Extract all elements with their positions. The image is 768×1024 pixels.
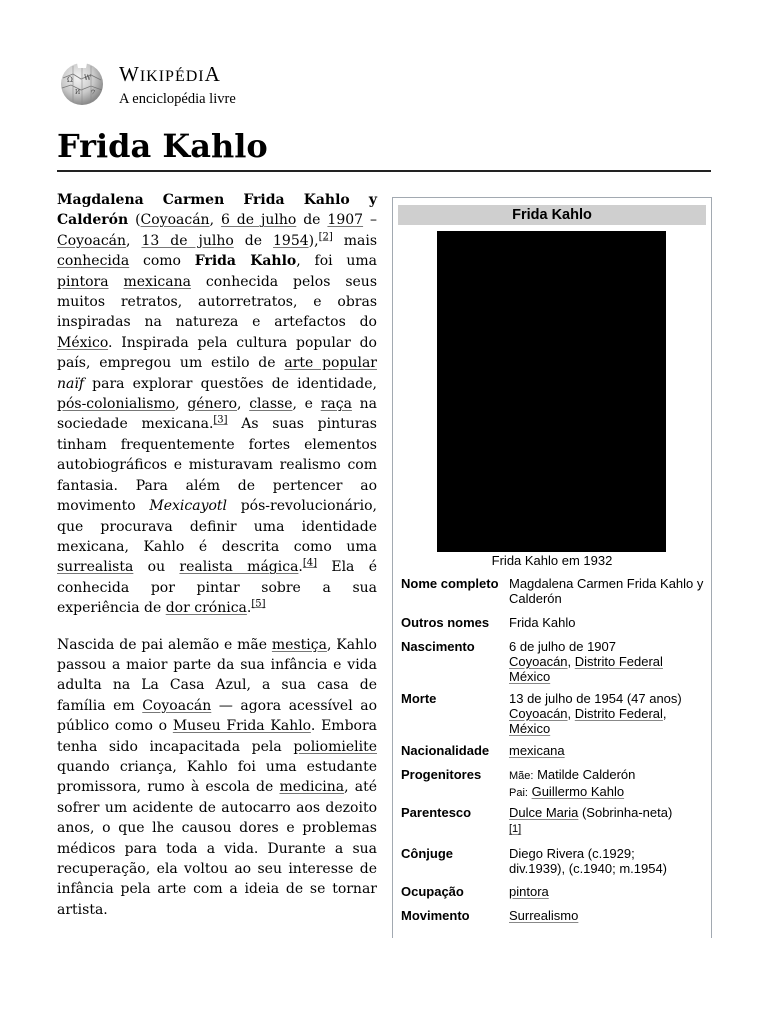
bold-full-name: Magdalena Carmen Frida Kahlo y Calderón bbox=[57, 192, 377, 229]
label: Nacionalidade bbox=[401, 743, 490, 758]
value bbox=[509, 639, 705, 684]
value: Magdalena Carmen Frida Kahlo y Calderón bbox=[509, 576, 704, 606]
text: quando criança, Kahlo foi uma estudante promissora, rumo à escola de bbox=[57, 758, 377, 796]
reference-2[interactable]: [2] bbox=[318, 231, 333, 243]
death-country bbox=[509, 721, 705, 736]
label: Morte bbox=[401, 691, 437, 706]
text: Nascida de pai alemão e mãe bbox=[57, 636, 272, 653]
text: – bbox=[363, 212, 378, 229]
value bbox=[509, 884, 705, 899]
link-surrealismo[interactable]: Surrealismo bbox=[509, 908, 579, 923]
wordmark bbox=[119, 62, 236, 107]
link-coyoacan-2[interactable]: Coyoacán bbox=[57, 232, 127, 249]
text: . Embora tenha sido incapacitada pela bbox=[57, 718, 378, 755]
svg-text:Ω: Ω bbox=[67, 76, 73, 84]
text: As suas pinturas tinham frequentemente fortes elementos autobiográficos e misturavam realismo com fantasia. Para além de pertencer ao movimento bbox=[57, 416, 377, 515]
reference-4[interactable]: [4] bbox=[302, 557, 318, 569]
text: , bbox=[237, 396, 250, 413]
value bbox=[509, 846, 705, 876]
link-classe[interactable]: classe bbox=[249, 396, 293, 413]
text: na sociedade mexicana. bbox=[57, 396, 377, 433]
value: Frida Kahlo bbox=[509, 615, 576, 630]
link-death-date[interactable]: 13 de julho bbox=[141, 232, 234, 249]
text: ), bbox=[308, 232, 319, 249]
mother bbox=[509, 767, 705, 784]
text bbox=[109, 274, 124, 290]
text: , até sofrer um acidente de autocarro aos dezoito anos, o que lhe causou dores e problemas médicos para toda a vida. Durante a sua recuperação, ela voltou ao seu interesse de infância pela arte com a ideia de se tornar artista. bbox=[57, 779, 377, 918]
link-poliomielite[interactable]: poliomielite bbox=[293, 738, 377, 755]
link-pintora[interactable]: pintora bbox=[57, 273, 109, 290]
link-conhecida[interactable]: conhecida bbox=[57, 253, 130, 270]
sep: , bbox=[662, 706, 667, 721]
text: ou bbox=[133, 559, 180, 576]
link-surrealista[interactable]: surrealista bbox=[57, 559, 134, 576]
value bbox=[509, 805, 705, 837]
link-coyoacan-box[interactable]: Coyoacán bbox=[509, 654, 568, 669]
link-museu-frida-kahlo[interactable]: Museu Frida Kahlo bbox=[172, 718, 311, 735]
link-genero[interactable]: género bbox=[187, 396, 238, 413]
spouse-line-2: div.1939), (c.1940; m.1954) bbox=[509, 861, 668, 876]
link-1954[interactable]: 1954 bbox=[273, 232, 309, 249]
link-dulce-maria[interactable]: Dulce Maria bbox=[509, 805, 579, 820]
label: Cônjuge bbox=[401, 846, 453, 861]
text: pós-revolucionário, que procurava definir uma identidade mexicana, Kahlo é descrita como uma bbox=[57, 498, 377, 555]
text: para explorar questões de identidade, bbox=[84, 375, 377, 392]
text: conhecida pelos seus muitos retratos, autorretratos, e obras inspiradas na natureza e artefactos do bbox=[57, 273, 377, 331]
mae-name: Matilde Calderón bbox=[537, 767, 636, 782]
sep: , bbox=[567, 654, 575, 669]
text: de bbox=[296, 212, 328, 229]
italic-naif: naïf bbox=[57, 375, 85, 392]
text: , e bbox=[292, 396, 321, 413]
text: . bbox=[298, 559, 303, 576]
reference-3[interactable]: [3] bbox=[213, 414, 228, 426]
text: , foi uma bbox=[296, 253, 378, 270]
link-pos-colonialismo[interactable]: pós-colonialismo bbox=[57, 396, 176, 413]
label: Parentesco bbox=[401, 805, 472, 820]
title-divider bbox=[57, 170, 711, 172]
text: ( bbox=[128, 212, 141, 229]
mae-label: Mãe: bbox=[509, 770, 534, 782]
link-mexico-box[interactable]: México bbox=[509, 669, 551, 684]
page-title: Frida Kahlo bbox=[57, 127, 268, 165]
relative bbox=[509, 805, 705, 820]
sep: , bbox=[567, 706, 575, 721]
link-distrito-federal-2[interactable]: Distrito Federal bbox=[574, 706, 663, 721]
link-coyoacan[interactable]: Coyoacán bbox=[140, 212, 210, 229]
value bbox=[509, 767, 705, 801]
text: — agora acessível ao público como o bbox=[57, 697, 378, 735]
article-body bbox=[57, 190, 377, 936]
text: , bbox=[209, 212, 221, 229]
text: de bbox=[233, 232, 273, 249]
text: . bbox=[246, 600, 252, 617]
link-mexico[interactable]: México bbox=[57, 334, 109, 351]
link-mexicana-box[interactable]: mexicana bbox=[509, 743, 565, 758]
svg-text:И: И bbox=[75, 89, 81, 96]
label: Progenitores bbox=[401, 767, 482, 782]
label: Nascimento bbox=[401, 639, 475, 654]
link-mexico-box-2[interactable]: México bbox=[509, 721, 551, 736]
infobox bbox=[392, 197, 712, 938]
image-caption: Frida Kahlo em 1932 bbox=[491, 553, 613, 568]
label: Movimento bbox=[401, 908, 470, 923]
paragraph-1 bbox=[57, 190, 377, 619]
father bbox=[509, 784, 705, 801]
text: Ela é conhecida por pintar sobre a sua experiência de bbox=[57, 559, 377, 617]
value bbox=[509, 908, 705, 923]
italic-mexicayotl: Mexicayotl bbox=[149, 498, 228, 515]
link-raca[interactable]: raça bbox=[320, 396, 352, 413]
pai-label: Pai: bbox=[509, 787, 528, 799]
row-nome-completo bbox=[401, 576, 706, 608]
paragraph-2 bbox=[57, 635, 377, 921]
wikipedia-globe-logo[interactable] bbox=[57, 60, 107, 106]
link-mestica[interactable]: mestiça bbox=[271, 636, 327, 653]
text: , bbox=[175, 396, 188, 413]
birth-country bbox=[509, 669, 705, 684]
relation: (Sobrinha-neta) bbox=[578, 805, 673, 820]
link-medicina[interactable]: medicina bbox=[279, 779, 345, 796]
link-coyoacan-box-2[interactable]: Coyoacán bbox=[509, 706, 568, 721]
relative-ref bbox=[509, 820, 705, 837]
value bbox=[509, 743, 705, 758]
value bbox=[509, 691, 705, 736]
label: Outros nomes bbox=[401, 615, 490, 630]
text: . Inspirada pela cultura popular do país, empregou um estilo de bbox=[57, 334, 377, 372]
birth-date: 6 de julho de 1907 bbox=[509, 639, 616, 654]
link-distrito-federal[interactable]: Distrito Federal bbox=[574, 654, 663, 669]
wordmark-title: WIKIPÉDIA bbox=[119, 62, 221, 86]
link-arte-popular[interactable]: arte popular bbox=[284, 355, 377, 372]
link-guillermo-kahlo[interactable]: Guillermo Kahlo bbox=[531, 784, 625, 799]
label: Nome completo bbox=[401, 576, 499, 591]
spouse-line-1: Diego Rivera (c.1929; bbox=[509, 846, 635, 861]
wordmark-tagline: A enciclopédia livre bbox=[119, 91, 236, 107]
svg-text:ウ: ウ bbox=[90, 89, 97, 96]
death-date: 13 de julho de 1954 (47 anos) bbox=[509, 691, 682, 706]
link-realista-magica[interactable]: realista mágica bbox=[179, 559, 299, 576]
label: Ocupação bbox=[401, 884, 464, 899]
bold-short-name: Frida Kahlo bbox=[194, 253, 297, 270]
infobox-title: Frida Kahlo bbox=[398, 205, 706, 225]
link-mexicana[interactable]: mexicana bbox=[123, 273, 191, 290]
link-coyoacan-3[interactable]: Coyoacán bbox=[142, 697, 212, 714]
text: , bbox=[126, 232, 142, 249]
text: mais bbox=[332, 232, 377, 249]
text: , Kahlo passou a maior parte da sua infância e vida adulta na La Casa Azul, a sua casa de família em bbox=[57, 636, 377, 714]
death-place bbox=[509, 706, 705, 721]
birth-place bbox=[509, 654, 705, 669]
reference-5[interactable]: [5] bbox=[251, 598, 266, 610]
link-1907[interactable]: 1907 bbox=[327, 212, 364, 229]
link-pintora-box[interactable]: pintora bbox=[509, 884, 549, 899]
link-dor-cronica[interactable]: dor crónica bbox=[165, 600, 247, 617]
reference-1[interactable]: [1] bbox=[509, 823, 522, 835]
link-birth-date[interactable]: 6 de julho bbox=[220, 212, 297, 229]
text: como bbox=[129, 253, 195, 270]
portrait-image[interactable] bbox=[437, 231, 666, 552]
svg-text:W: W bbox=[84, 74, 92, 82]
